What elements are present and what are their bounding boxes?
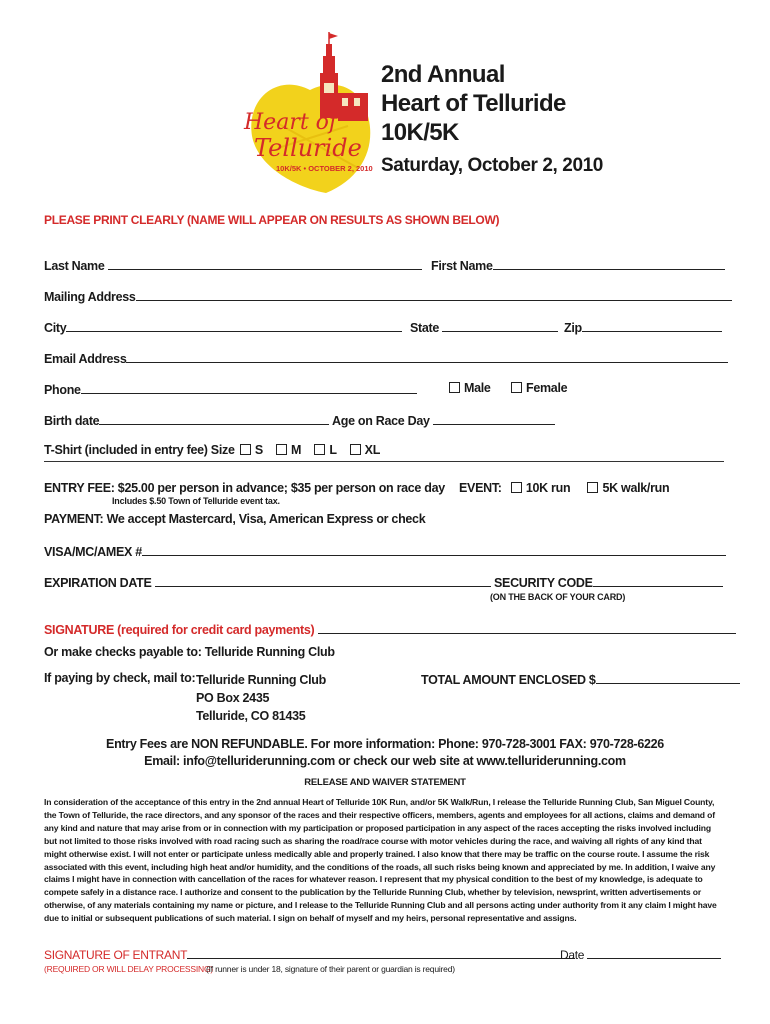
state-label: State [410, 321, 440, 335]
birth-date-label: Birth date [44, 414, 100, 428]
male-option[interactable] [449, 381, 491, 395]
age-field[interactable] [433, 412, 555, 425]
age-row [332, 412, 555, 428]
mail-label: If paying by check, mail to: [44, 671, 196, 685]
age-label: Age on Race Day [332, 414, 430, 428]
female-label: Female [526, 381, 568, 395]
security-label: SECURITY CODE [494, 576, 593, 590]
info-line-2: Email: info@telluriderunning.com or check our web site at www.telluriderunning.com [144, 754, 626, 768]
zip-field[interactable] [582, 319, 722, 332]
logo-text-telluride: Telluride [254, 134, 362, 162]
title-line-1: 2nd Annual [381, 61, 505, 88]
email-label: Email Address [44, 352, 127, 366]
print-notice: PLEASE PRINT CLEARLY (NAME WILL APPEAR ON RESULTS AS SHOWN BELOW) [44, 213, 500, 227]
security-note: (ON THE BACK OF YOUR CARD) [490, 592, 626, 602]
email-row [44, 350, 728, 366]
release-heading: RELEASE AND WAIVER STATEMENT [304, 777, 466, 788]
total-label: TOTAL AMOUNT ENCLOSED $ [421, 673, 596, 687]
release-text: In consideration of the acceptance of this entry in the 2nd annual Heart of Telluride 10K Run, and/or 5K Walk/Run, I release the Telluride Running Club, San Miguel County, the Town of Telluride, the race directors, and any sponsor of the races and their respective officers, members, agents and employees for all actions, claims and demand of any kind and nature that may arise from or in connection with my participation or proposed participation in any aspect of the races accepting the risks involved including but not limited to those risks involved with road racing such as sharing the road/race course with motor vehicles during the race, and waiving all rights of any kind that might otherwise exist. I will not enter or participate unless medically able and properly trained. I also know that there may be traffic on the course route. I assume the risk associated with this event, including high heat and/or humidity, and the conditions of the roads, all such risks being known and appreciated by me. In addition, I waive any claims I might have in connection with cancellation of the races for whatever reason. I represent that my physical condition to the best of my knowledge, is adequate to compete safely in a distance race. I authorize and consent to the publication by the Telluride Running Club, whether by television, newsprint, written advertisements or otherwise, of any materials containing my name or picture, and I release to the Telluride Running Club and all persons acting under authority from it any claim I might have due to initial or subsequent publications of such material. I sign on behalf of myself and my heirs, personal representative and assigns. [44, 797, 717, 924]
check-payable: Or make checks payable to: Telluride Running Club [44, 645, 335, 659]
email-field[interactable] [126, 350, 728, 363]
event-title [381, 60, 566, 147]
section-divider [44, 461, 724, 462]
tshirt-row [44, 443, 380, 457]
state-field[interactable] [442, 319, 558, 332]
male-checkbox[interactable] [449, 382, 460, 393]
cc-signature-label: SIGNATURE (required for credit card payments) [44, 623, 315, 637]
payment-note: PAYMENT: We accept Mastercard, Visa, American Express or check [44, 512, 426, 526]
info-line-1: Entry Fees are NON REFUNDABLE. For more information: Phone: 970-728-3001 FAX: 970-728-6226 [106, 737, 664, 751]
city-label: City [44, 321, 67, 335]
entrant-signature-label: SIGNATURE OF ENTRANT [44, 948, 188, 962]
entrant-signature-row [44, 946, 575, 962]
cc-signature-row [44, 621, 736, 637]
event-label: EVENT: [459, 481, 502, 495]
release-statement [44, 796, 726, 925]
phone-row [44, 381, 417, 397]
first-name-label: First Name [431, 259, 493, 273]
mail-address-line-3: Telluride, CO 81435 [196, 709, 306, 723]
event-5k-label: 5K walk/run [602, 481, 670, 495]
event-row [459, 481, 669, 495]
expiration-label: EXPIRATION DATE [44, 576, 152, 590]
security-field[interactable] [593, 574, 723, 587]
entrant-signature-field[interactable] [187, 946, 575, 959]
last-name-field[interactable] [108, 257, 422, 270]
card-number-row [44, 543, 726, 559]
first-name-row [431, 257, 725, 273]
size-s-checkbox[interactable] [240, 444, 251, 455]
mail-address-line-1: Telluride Running Club [196, 673, 326, 687]
race-date: Saturday, October 2, 2010 [381, 155, 603, 176]
size-xl-checkbox[interactable] [350, 444, 361, 455]
tshirt-label: T-Shirt (included in entry fee) Size [44, 443, 235, 457]
entry-fee: ENTRY FEE: $25.00 per person in advance; $35 per person on race day [44, 481, 445, 495]
title-line-2: Heart of Telluride [381, 90, 566, 117]
female-checkbox[interactable] [511, 382, 522, 393]
total-row [421, 671, 740, 687]
total-field[interactable] [596, 671, 740, 684]
first-name-field[interactable] [493, 257, 725, 270]
event-10k-label: 10K run [525, 481, 571, 495]
state-row [410, 319, 558, 335]
security-row [494, 574, 723, 590]
card-number-label: VISA/MC/AMEX # [44, 545, 142, 559]
expiration-row [44, 574, 491, 590]
city-row [44, 319, 402, 335]
card-number-field[interactable] [142, 543, 726, 556]
race-logo [238, 28, 378, 198]
title-line-3: 10K/5K [381, 119, 459, 146]
info-block [0, 736, 770, 770]
size-l-checkbox[interactable] [314, 444, 325, 455]
event-10k-checkbox[interactable] [511, 482, 522, 493]
size-s-label: S [254, 443, 263, 457]
birth-date-row [44, 412, 329, 428]
logo-subline: 10K/5K • OCTOBER 2, 2010 [276, 164, 373, 173]
city-field[interactable] [66, 319, 402, 332]
cc-signature-field[interactable] [318, 621, 736, 634]
male-label: Male [464, 381, 491, 395]
mailing-address-label: Mailing Address [44, 290, 136, 304]
date-field[interactable] [587, 946, 721, 959]
last-name-row [44, 257, 422, 273]
mail-address-line-2: PO Box 2435 [196, 691, 270, 705]
date-label: Date [560, 948, 585, 962]
minor-note: (If runner is under 18, signature of their parent or guardian is required) [206, 964, 455, 974]
mailing-address-field[interactable] [136, 288, 732, 301]
last-name-label: Last Name [44, 259, 105, 273]
expiration-field[interactable] [155, 574, 491, 587]
phone-field[interactable] [81, 381, 417, 394]
tax-note: Includes $.50 Town of Telluride event tax. [112, 496, 280, 506]
mailing-address-row [44, 288, 732, 304]
birth-date-field[interactable] [99, 412, 329, 425]
size-m-checkbox[interactable] [276, 444, 287, 455]
event-5k-checkbox[interactable] [587, 482, 598, 493]
size-l-label: L [329, 443, 337, 457]
date-row [560, 946, 721, 962]
required-note: (REQUIRED OR WILL DELAY PROCESSING) [44, 964, 214, 974]
size-m-label: M [291, 443, 302, 457]
size-xl-label: XL [364, 443, 381, 457]
zip-row [564, 319, 722, 335]
female-option[interactable] [511, 381, 567, 395]
phone-label: Phone [44, 383, 81, 397]
logo-text-heart-of: Heart of [244, 110, 338, 135]
zip-label: Zip [564, 321, 582, 335]
mail-address [196, 671, 326, 725]
